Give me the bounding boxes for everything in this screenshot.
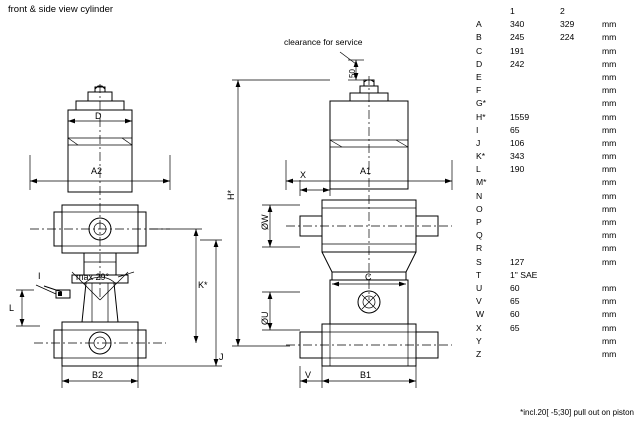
table-cell-value1: 343 xyxy=(510,151,525,162)
table-cell-unit: mm xyxy=(602,151,617,162)
table-cell-label: L xyxy=(476,164,481,175)
table-cell-value1: 242 xyxy=(510,58,525,69)
table-cell-unit: mm xyxy=(602,58,617,69)
table-row xyxy=(476,243,636,256)
table-cell-label: R xyxy=(476,243,483,254)
dim-label-A1: A1 xyxy=(360,166,372,176)
table-row xyxy=(476,164,636,177)
table-cell-value1: 60 xyxy=(510,282,520,293)
table-cell-value1: 60 xyxy=(510,309,520,320)
table-cell-unit: mm xyxy=(602,296,617,307)
table-cell-value1: 1559 xyxy=(510,111,530,122)
table-cell-unit: mm xyxy=(602,256,617,267)
dim-label-U: ØU xyxy=(260,311,270,325)
table-row xyxy=(476,283,636,296)
dim-label-W: ØW xyxy=(260,214,270,230)
table-cell-unit: mm xyxy=(602,217,617,227)
table-cell-unit: mm xyxy=(602,71,617,82)
table-row xyxy=(476,296,636,309)
table-cell-unit: mm xyxy=(602,111,617,122)
table-cell-label: O xyxy=(476,203,483,214)
table-cell-value1: 191 xyxy=(510,45,525,56)
table-cell-value1: 106 xyxy=(510,137,525,148)
table-cell-value1: 1" SAE xyxy=(510,269,538,280)
table-header-col2: 2 xyxy=(560,6,565,16)
table-cell-value1: 127 xyxy=(510,256,525,267)
table-row xyxy=(476,230,636,243)
table-cell-value1: 190 xyxy=(510,164,525,175)
table-row xyxy=(476,204,636,217)
table-cell-unit: mm xyxy=(602,243,617,254)
table-cell-label: W xyxy=(476,309,485,320)
dim-label-J: J xyxy=(219,352,224,362)
table-cell-label: M* xyxy=(476,177,487,188)
table-row xyxy=(476,217,636,230)
table-cell-label: N xyxy=(476,190,483,201)
table-row xyxy=(476,112,636,125)
table-cell-label: D xyxy=(476,58,483,69)
dim-label-A2: A2 xyxy=(91,166,103,176)
dim-label-50: 50 xyxy=(348,69,357,78)
table-row xyxy=(476,270,636,283)
table-row xyxy=(476,125,636,138)
dim-label-D: D xyxy=(95,111,102,121)
dim-label-L: L xyxy=(9,303,15,313)
table-cell-unit: mm xyxy=(602,282,617,293)
table-cell-label: Q xyxy=(476,230,483,241)
table-row xyxy=(476,19,636,32)
table-cell-unit: mm xyxy=(602,164,617,175)
table-cell-unit: mm xyxy=(602,98,617,109)
table-cell-label: I xyxy=(476,124,479,135)
table-row xyxy=(476,32,636,45)
table-cell-label: S xyxy=(476,256,482,267)
table-header-col1: 1 xyxy=(510,6,515,16)
table-cell-label: F xyxy=(476,85,482,96)
table-cell-label: A xyxy=(476,19,482,30)
table-cell-label: Z xyxy=(476,348,482,359)
table-cell-unit: mm xyxy=(602,124,617,135)
table-cell-unit: mm xyxy=(602,32,617,43)
table-cell-unit: mm xyxy=(602,230,617,241)
table-cell-label: U xyxy=(476,282,483,293)
table-row xyxy=(476,323,636,336)
table-cell-label: H* xyxy=(476,111,486,122)
table-row xyxy=(476,72,636,85)
table-cell-label: G* xyxy=(476,98,487,109)
table-cell-value2: 224 xyxy=(560,32,575,43)
dim-label-H: H* xyxy=(226,189,236,200)
table-cell-value1: 340 xyxy=(510,19,525,30)
table-cell-unit: mm xyxy=(602,309,617,320)
table-cell-unit: mm xyxy=(602,19,617,30)
table-cell-label: J xyxy=(476,137,481,148)
table-row xyxy=(476,191,636,204)
table-cell-label: P xyxy=(476,217,482,227)
table-row xyxy=(476,309,636,322)
table-row xyxy=(476,98,636,111)
table-cell-label: B xyxy=(476,32,482,43)
dim-label-K: K* xyxy=(198,280,208,290)
table-row xyxy=(476,59,636,72)
table-cell-label: Y xyxy=(476,335,482,346)
angle-label: max 29° xyxy=(76,272,110,282)
dim-label-V: V xyxy=(305,370,312,380)
table-cell-unit: mm xyxy=(602,348,617,359)
table-cell-label: E xyxy=(476,71,482,82)
table-cell-label: X xyxy=(476,322,482,333)
table-row xyxy=(476,85,636,98)
table-cell-unit: mm xyxy=(602,335,617,346)
table-cell-value1: 65 xyxy=(510,124,520,135)
table-row xyxy=(476,349,636,362)
table-header-row xyxy=(476,6,636,19)
dim-label-I: I xyxy=(38,271,41,281)
dim-label-B2: B2 xyxy=(92,370,104,380)
table-cell-value1: 65 xyxy=(510,322,520,333)
page-title: front & side view cylinder xyxy=(8,4,114,15)
table-cell-value1: 245 xyxy=(510,32,525,43)
table-cell-label: C xyxy=(476,45,483,56)
table-cell-unit: mm xyxy=(602,137,617,148)
table-cell-unit: mm xyxy=(602,45,617,56)
table-row xyxy=(476,46,636,59)
table-cell-unit: mm xyxy=(602,322,617,333)
table-cell-label: T xyxy=(476,269,482,280)
table-cell-unit: mm xyxy=(602,203,617,214)
table-cell-unit: mm xyxy=(602,190,617,201)
table-row xyxy=(476,177,636,190)
table-cell-label: V xyxy=(476,296,482,307)
dimension-table xyxy=(476,6,636,362)
table-row xyxy=(476,151,636,164)
table-cell-value2: 329 xyxy=(560,19,575,30)
table-cell-unit: mm xyxy=(602,177,617,188)
dim-label-B1: B1 xyxy=(360,370,372,380)
table-row xyxy=(476,336,636,349)
table-row xyxy=(476,257,636,270)
dim-label-X: X xyxy=(300,170,307,180)
dim-label-C: C xyxy=(365,272,372,282)
table-cell-label: K* xyxy=(476,151,486,162)
front-view-cylinder xyxy=(16,84,222,388)
table-cell-value1: 65 xyxy=(510,296,520,307)
table-row xyxy=(476,138,636,151)
table-cell-unit: mm xyxy=(602,85,617,96)
footnote: *incl.20[ -5;30] pull out on piston xyxy=(520,408,634,417)
clearance-note: clearance for service xyxy=(284,37,363,47)
